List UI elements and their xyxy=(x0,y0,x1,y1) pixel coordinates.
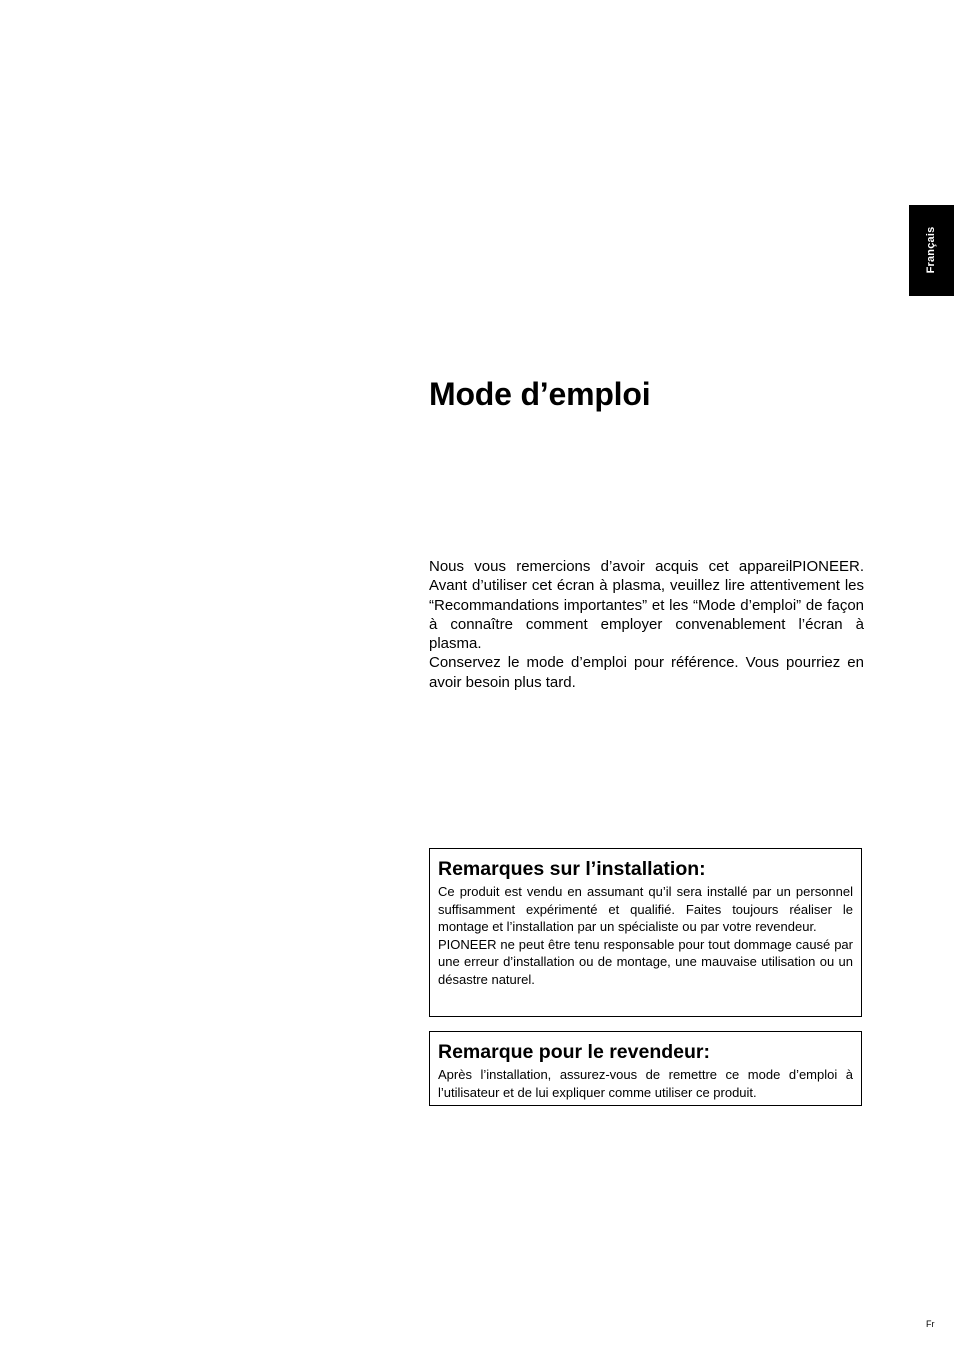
page-language-marker: Fr xyxy=(926,1319,935,1329)
dealer-note-paragraph: Après l’installation, assurez-vous de remettre ce mode d’emploi à l’utilisateur et de lui expliquer comme utiliser ce produit. xyxy=(438,1067,853,1100)
language-tab xyxy=(909,205,954,296)
intro-paragraph-2: Conservez le mode d’emploi pour référence. Vous pourriez en avoir besoin plus tard. xyxy=(429,654,864,691)
installation-notes-paragraph-1: Ce produit est vendu en assumant qu’il sera installé par un personnel suffisamment expérimenté et qualifié. Faites toujours réaliser le montage et l’installation par un spécialiste ou par votre revendeur. xyxy=(438,884,853,935)
dealer-note-heading: Remarque pour le revendeur: xyxy=(438,1041,710,1063)
installation-notes-paragraph-2: PIONEER ne peut être tenu responsable pour tout dommage causé par une erreur d’installation ou de montage, une mauvaise utilisation ou un désastre naturel. xyxy=(438,936,853,987)
dealer-note-box xyxy=(429,1031,862,1106)
language-tab-label: Français xyxy=(925,226,937,274)
installation-notes-heading: Remarques sur l’installation: xyxy=(438,858,706,880)
installation-notes-box xyxy=(429,848,862,1017)
intro-section xyxy=(429,557,864,692)
page-title: Mode d’emploi xyxy=(429,376,651,412)
intro-paragraph-1: Nous vous remercions d’avoir acquis cet appareilPIONEER. Avant d’utiliser cet écran à plasma, veuillez lire attentivement les “Recommandations importantes” et les “Mode d’emploi” de façon à connaître comment employer convenablement l’écran à plasma. xyxy=(429,558,864,653)
